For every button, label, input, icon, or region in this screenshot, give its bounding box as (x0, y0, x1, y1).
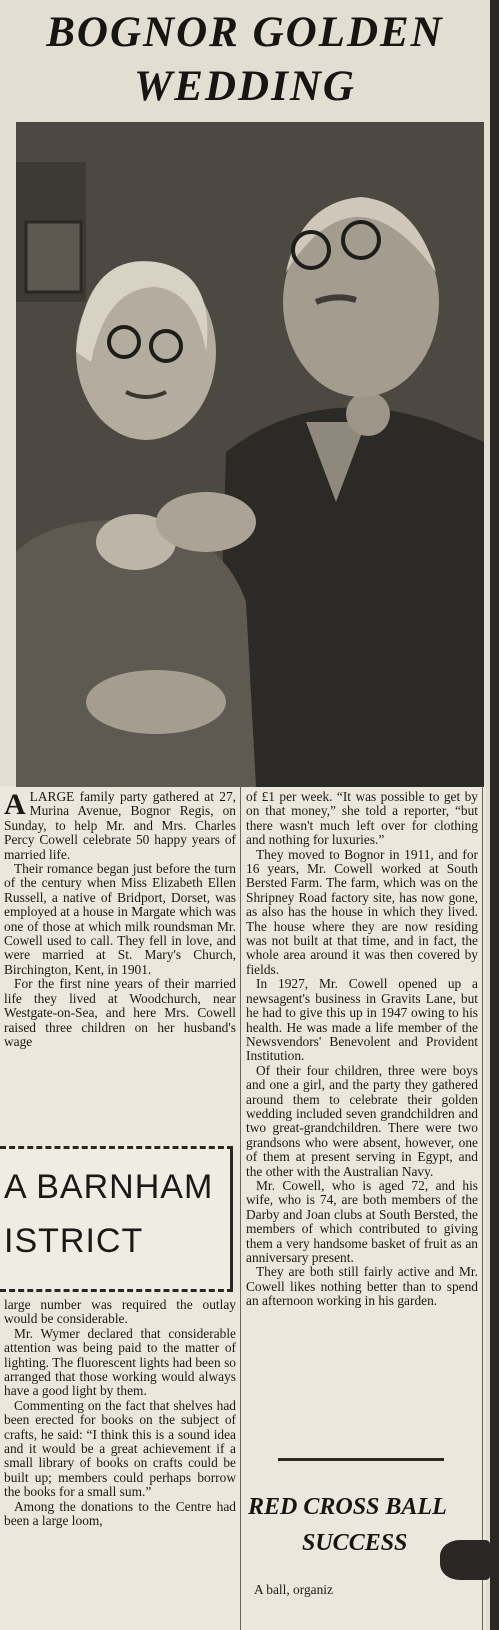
story-para: Their romance began just before the turn of the century when Miss Elizabeth Ellen Russell, a native of Bridport, Dorset, was employed at a house in Margate which was one of those at which milk roundsman Mr. Cowell used to call. They fell in love, and were married at St. Mary's Church, Birchington, Kent, in 1901. (4, 861, 236, 977)
story-para: of £1 per week. “It was possible to get by on that money,” she told a reporter, “but there wasn't much left over for clothing and nothing for luxuries.” (246, 789, 478, 848)
story-para: Mr. Wymer declared that considerable attention was being paid to the matter of lighting. The fluorescent lights had been so arranged that those working would always have a good light by them. (4, 1325, 236, 1399)
story-para: Of their four children, three were boys and one a girl, and the party they gathered around them to celebrate their golden wedding included seven grandchildren and two great-grandchildren. There were two grandsons who were absent, however, one of them at present serving in Egypt, and the other with the Australian Navy. (246, 1062, 478, 1179)
story-para: ALARGE family party gathered at 27, Murina Avenue, Bognor Regis, on Sunday, to help Mr. and Mrs. Charles Percy Cowell celebrate 50 happy years of married life. (4, 788, 236, 862)
column-rule-right (482, 786, 483, 1630)
story-para: They are both still fairly active and Mr. Cowell likes nothing better than to spend an afternoon working in his garden. (246, 1264, 478, 1309)
story-column-2 (246, 790, 478, 1309)
headline-line-1: BOGNOR GOLDEN (46, 9, 444, 56)
red-cross-headline-2: SUCCESS (302, 1530, 408, 1556)
story-para: large number was required the outlay would be considerable. (4, 1297, 236, 1327)
barnham-story-column (4, 1298, 236, 1529)
story-para: For the first nine years of their married life they lived at Woodchurch, near Westgate-on-Sea, and here Mrs. Cowell raised three children on her husband's wage (4, 976, 236, 1049)
couple-photo (16, 122, 484, 787)
story-para: They moved to Bognor in 1911, and for 16 years, Mr. Cowell worked at South Bersted Farm. The farm, which was on the Shripney Road factory site, has now gone, as also has the house in which they lived. The house where they are now residing was not built at that time, and in fact, the whole area around it was then covered by fields. (246, 846, 478, 977)
barnham-heading-line-1: A BARNHAM (4, 1168, 214, 1206)
story-para: In 1927, Mr. Cowell opened up a newsagent's business in Gravits Lane, but he had to give this up in 1947 owing to his health. He was made a life member of the Newsvendors' Benevolent and Provident Institution. (246, 976, 478, 1064)
drop-cap: A (4, 788, 26, 821)
story-column-1 (4, 790, 236, 1049)
red-cross-text: A ball, organiz (254, 1582, 333, 1597)
story-para: Commenting on the fact that shelves had been erected for books on the subject of crafts, he said: “I think this is a sound idea and it would be a great achievement if a small library of books on crafts could be built up; members could perhaps borrow the books for a small sum.” (4, 1397, 236, 1500)
column-rule (240, 786, 241, 1630)
section-rule (278, 1458, 444, 1461)
story-para: Mr. Cowell, who is aged 72, and his wife, who is 74, are both members of the Darby and Joan clubs at South Bersted, the members of which contributed to giving them a very handsome basket of fruit as an anniversary present. (246, 1177, 478, 1265)
red-cross-headline-1: RED CROSS BALL (248, 1494, 447, 1520)
story-para: Among the donations to the Centre had been a large loom, (4, 1498, 236, 1529)
torn-corner (440, 1540, 490, 1580)
headline-line-2: WEDDING (134, 63, 356, 110)
photo-illustration (16, 122, 484, 787)
barnham-heading-line-2: ISTRICT (4, 1222, 144, 1260)
